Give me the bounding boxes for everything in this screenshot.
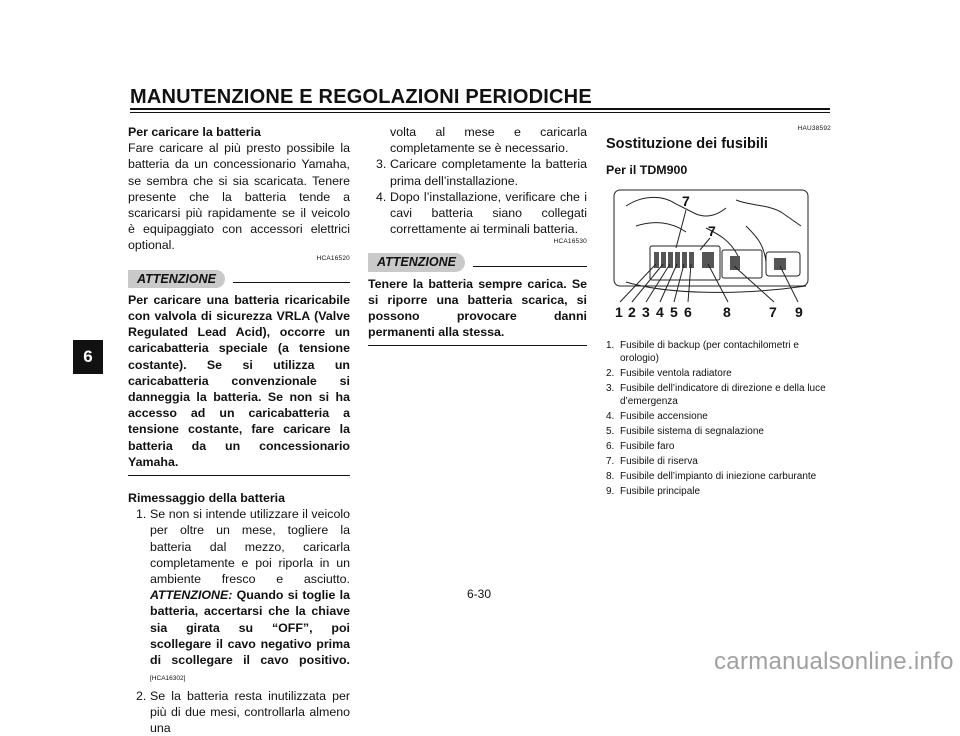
figure-label: 7 xyxy=(769,304,777,320)
header-rule xyxy=(130,108,830,110)
caution-label: ATTENZIONE xyxy=(368,253,465,271)
reference-code: HCA16520 xyxy=(128,254,350,264)
caution-banner xyxy=(128,270,350,288)
figure-label: 4 xyxy=(656,304,664,320)
figure-label: 7 xyxy=(682,193,690,209)
figure-label: 8 xyxy=(723,304,731,320)
figure-label: 1 xyxy=(615,304,623,320)
list-text xyxy=(150,506,350,687)
caption-item: 7. Fusibile di riserva xyxy=(606,455,831,468)
list-item xyxy=(136,688,350,736)
list-text: Se la batteria resta inutilizzata per più di due mesi, controllarla almeno una xyxy=(150,688,350,736)
figure-label: 6 xyxy=(684,304,692,320)
page-number: 6-30 xyxy=(467,587,491,601)
chapter-tab: 6 xyxy=(73,340,103,374)
inline-caution-label: ATTENZIONE: xyxy=(150,588,232,602)
caution-label: ATTENZIONE xyxy=(128,270,225,288)
paragraph-charging: Fare caricare al più presto possibile la batteria da un concessionario Yamaha, se sembra che si sia scaricata. Tenere presente che la batteria tende a scaricarsi più rapidamente se il veicolo è equipaggiato con accessori elettrici optional. xyxy=(128,140,350,253)
caption-item: 6. Fusibile faro xyxy=(606,440,831,453)
figure-caption-list xyxy=(606,339,831,498)
caution-end-rule xyxy=(368,345,587,346)
heading-charging: Per caricare la batteria xyxy=(128,124,350,140)
heading-storage: Rimessaggio della batteria xyxy=(128,490,350,506)
caption-item: 3. Fusibile dell’indicatore di direzione e della luce d’emergenza xyxy=(606,382,831,409)
list-item-continued xyxy=(376,124,587,156)
model-subtitle: Per il TDM900 xyxy=(606,162,831,178)
caution-line xyxy=(233,282,350,283)
list-number: 2. xyxy=(136,688,150,736)
column-left xyxy=(128,124,350,736)
list-item xyxy=(136,506,350,687)
list-number: 3. xyxy=(376,156,390,188)
figure-label: 7 xyxy=(708,223,716,239)
page-header-title: MANUTENZIONE E REGOLAZIONI PERIODICHE xyxy=(130,86,592,109)
caution-line xyxy=(473,266,587,267)
fuse-box-illustration xyxy=(606,186,812,324)
caution-banner xyxy=(368,253,587,271)
caption-item: 9. Fusibile principale xyxy=(606,485,831,498)
watermark: carmanualsonline.info xyxy=(714,648,954,676)
list-item xyxy=(376,156,587,188)
caption-item: 1. Fusibile di backup (per contachilometri e orologio) xyxy=(606,339,831,366)
reference-code: HCA16530 xyxy=(368,237,587,247)
list-item xyxy=(376,189,587,238)
figure-label: 2 xyxy=(628,304,636,320)
list-text: volta al mese e caricarla completamente se è necessario. xyxy=(390,124,587,156)
inline-code: [HCA16302] xyxy=(150,675,185,682)
list-text: Caricare completamente la batteria prima dell’installazione. xyxy=(390,156,587,188)
caption-item: 2. Fusibile ventola radiatore xyxy=(606,367,831,380)
caption-item: 5. Fusibile sistema di segnalazione xyxy=(606,425,831,438)
list-text: Dopo l’installazione, verificare che i cavi batteria siano collegati correttamente ai terminali batteria. xyxy=(390,189,587,238)
section-title: Sostituzione dei fusibili xyxy=(606,136,831,152)
inline-caution-text: Quando si toglie la batteria, accertarsi che la chiave sia girata su “OFF”, poi scollegare il cavo negativo prima di scollegare il cavo positivo. xyxy=(150,588,350,667)
column-right xyxy=(606,124,831,500)
list-number: 4. xyxy=(376,189,390,238)
item-text: Se non si intende utilizzare il veicolo per oltre un mese, togliere la batteria dal mezzo, caricarla completamente e poi riporla in un ambiente fresco e asciutto. xyxy=(150,507,350,586)
header-rule-thin xyxy=(130,112,830,113)
caution-text: Per caricare una batteria ricaricabile con valvola di sicurezza VRLA (Valve Regulated Lead Acid), occorre un caricabatteria speciale (a tensione costante). Se si utilizza un caricabatteria convenzionale si danneggia la batteria. Se non si ha accesso ad un caricabatteria a tensione costante, fare caricare la batteria da un concessionario Yamaha. xyxy=(128,292,350,470)
column-middle xyxy=(368,124,587,346)
caution-text: Tenere la batteria sempre carica. Se si riporre una batteria scarica, si possono provocare danni permanenti alla stessa. xyxy=(368,276,587,341)
caption-item: 4. Fusibile accensione xyxy=(606,410,831,423)
caption-item: 8. Fusibile dell’impianto di iniezione carburante xyxy=(606,470,831,483)
figure-label: 9 xyxy=(795,304,803,320)
figure-label: 5 xyxy=(670,304,678,320)
list-number: 1. xyxy=(136,506,150,687)
reference-code: HAU38592 xyxy=(606,124,831,134)
figure-label: 3 xyxy=(642,304,650,320)
